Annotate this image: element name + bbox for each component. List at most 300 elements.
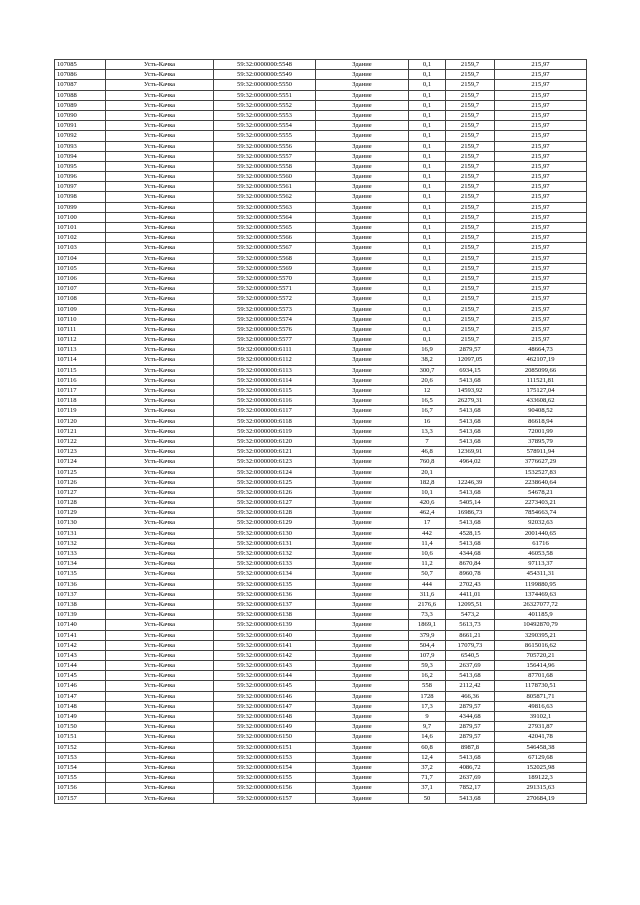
value-cell: 215,97 [495,70,587,80]
locality-cell: Усть-Качка [106,314,214,324]
value-cell: 72001,99 [495,426,587,436]
area-cell: 0,1 [409,314,446,324]
object-type-cell: Здание [316,406,409,416]
area-cell: 0,1 [409,182,446,192]
row-number-cell: 107147 [55,691,106,701]
cadastral-number-cell: 59:32:0000000:6121 [214,447,316,457]
locality-cell: Усть-Качка [106,457,214,467]
cadastral-number-cell: 59:32:0000000:6150 [214,732,316,742]
value-cell: 215,97 [495,182,587,192]
value-cell: 189122,3 [495,773,587,783]
locality-cell: Усть-Качка [106,324,214,334]
row-number-cell: 107137 [55,589,106,599]
row-number-cell: 107116 [55,375,106,385]
value-cell: 215,97 [495,131,587,141]
locality-cell: Усть-Качка [106,549,214,559]
table-row [55,243,587,253]
area-cell: 462,4 [409,508,446,518]
value-cell: 3776627,29 [495,457,587,467]
locality-cell: Усть-Качка [106,416,214,426]
area-cell: 0,1 [409,304,446,314]
table-row [55,335,587,345]
price-cell: 2879,57 [446,732,495,742]
value-cell: 111521,81 [495,375,587,385]
row-number-cell: 107109 [55,304,106,314]
object-type-cell: Здание [316,518,409,528]
value-cell: 2085099,66 [495,365,587,375]
price-cell: 2159,7 [446,212,495,222]
value-cell: 215,97 [495,172,587,182]
price-cell: 2159,7 [446,161,495,171]
object-type-cell: Здание [316,701,409,711]
table-row [55,182,587,192]
price-cell: 6934,15 [446,365,495,375]
area-cell: 1728 [409,691,446,701]
price-cell: 2159,7 [446,273,495,283]
locality-cell: Усть-Качка [106,569,214,579]
price-cell: 4964,02 [446,457,495,467]
value-cell: 2273403,21 [495,498,587,508]
price-cell: 4528,15 [446,528,495,538]
price-cell: 7852,17 [446,783,495,793]
value-cell: 805871,71 [495,691,587,701]
locality-cell: Усть-Качка [106,212,214,222]
area-cell: 50 [409,793,446,803]
table-row [55,610,587,620]
object-type-cell: Здание [316,732,409,742]
area-cell: 11,4 [409,538,446,548]
object-type-cell: Здание [316,233,409,243]
object-type-cell: Здание [316,681,409,691]
row-number-cell: 107090 [55,110,106,120]
value-cell: 215,97 [495,151,587,161]
row-number-cell: 107098 [55,192,106,202]
value-cell: 215,97 [495,212,587,222]
cadastral-number-cell: 59:32:0000000:5560 [214,172,316,182]
object-type-cell: Здание [316,324,409,334]
cadastral-number-cell: 59:32:0000000:6146 [214,691,316,701]
price-cell: 2159,7 [446,80,495,90]
value-cell: 215,97 [495,100,587,110]
row-number-cell: 107102 [55,233,106,243]
area-cell: 182,8 [409,477,446,487]
cadastral-number-cell: 59:32:0000000:6153 [214,752,316,762]
value-cell: 433608,62 [495,396,587,406]
locality-cell: Усть-Качка [106,253,214,263]
locality-cell: Усть-Качка [106,304,214,314]
object-type-cell: Здание [316,304,409,314]
table-row [55,447,587,457]
value-cell: 215,97 [495,90,587,100]
locality-cell: Усть-Качка [106,396,214,406]
table-row [55,793,587,803]
cadastral-number-cell: 59:32:0000000:6139 [214,620,316,630]
area-cell: 311,6 [409,589,446,599]
area-cell: 12 [409,386,446,396]
row-number-cell: 107127 [55,487,106,497]
cadastral-number-cell: 59:32:0000000:6126 [214,487,316,497]
price-cell: 2159,7 [446,304,495,314]
locality-cell: Усть-Качка [106,436,214,446]
row-number-cell: 107151 [55,732,106,742]
object-type-cell: Здание [316,80,409,90]
row-number-cell: 107111 [55,324,106,334]
locality-cell: Усть-Качка [106,783,214,793]
cadastral-number-cell: 59:32:0000000:6135 [214,579,316,589]
price-cell: 6540,5 [446,650,495,660]
locality-cell: Усть-Качка [106,691,214,701]
price-cell: 5413,68 [446,406,495,416]
locality-cell: Усть-Качка [106,141,214,151]
row-number-cell: 107112 [55,335,106,345]
area-cell: 13,3 [409,426,446,436]
locality-cell: Усть-Качка [106,579,214,589]
price-cell: 17079,73 [446,640,495,650]
cadastral-number-cell: 59:32:0000000:6133 [214,559,316,569]
locality-cell: Усть-Качка [106,559,214,569]
table-row [55,375,587,385]
cadastral-number-cell: 59:32:0000000:6118 [214,416,316,426]
price-cell: 5413,68 [446,793,495,803]
area-cell: 379,9 [409,630,446,640]
locality-cell: Усть-Качка [106,161,214,171]
cadastral-number-cell: 59:32:0000000:5554 [214,121,316,131]
cadastral-number-cell: 59:32:0000000:6154 [214,762,316,772]
area-cell: 0,1 [409,90,446,100]
price-cell: 2159,7 [446,202,495,212]
value-cell: 215,97 [495,294,587,304]
cadastral-number-cell: 59:32:0000000:5576 [214,324,316,334]
cadastral-number-cell: 59:32:0000000:6140 [214,630,316,640]
locality-cell: Усть-Качка [106,467,214,477]
area-cell: 0,1 [409,161,446,171]
area-cell: 760,8 [409,457,446,467]
cadastral-number-cell: 59:32:0000000:6157 [214,793,316,803]
price-cell: 2879,57 [446,701,495,711]
table-row [55,508,587,518]
object-type-cell: Здание [316,661,409,671]
value-cell: 46053,58 [495,549,587,559]
row-number-cell: 107097 [55,182,106,192]
locality-cell: Усть-Качка [106,182,214,192]
cadastral-number-cell: 59:32:0000000:6131 [214,538,316,548]
price-cell: 8960,78 [446,569,495,579]
value-cell: 291315,63 [495,783,587,793]
row-number-cell: 107126 [55,477,106,487]
row-number-cell: 107099 [55,202,106,212]
object-type-cell: Здание [316,161,409,171]
area-cell: 17,3 [409,701,446,711]
price-cell: 4344,68 [446,549,495,559]
locality-cell: Усть-Качка [106,722,214,732]
table-row [55,263,587,273]
row-number-cell: 107145 [55,671,106,681]
object-type-cell: Здание [316,436,409,446]
area-cell: 0,1 [409,100,446,110]
area-cell: 46,8 [409,447,446,457]
price-cell: 2112,42 [446,681,495,691]
locality-cell: Усть-Качка [106,172,214,182]
area-cell: 71,7 [409,773,446,783]
price-cell: 2159,7 [446,223,495,233]
table-row [55,762,587,772]
value-cell: 215,97 [495,223,587,233]
table-row [55,518,587,528]
locality-cell: Усть-Качка [106,386,214,396]
area-cell: 0,1 [409,253,446,263]
object-type-cell: Здание [316,263,409,273]
cadastral-number-cell: 59:32:0000000:6129 [214,518,316,528]
locality-cell: Усть-Качка [106,100,214,110]
table-row [55,487,587,497]
table-row [55,650,587,660]
cadastral-number-cell: 59:32:0000000:6114 [214,375,316,385]
cadastral-number-cell: 59:32:0000000:5558 [214,161,316,171]
value-cell: 1178730,51 [495,681,587,691]
area-cell: 0,1 [409,233,446,243]
price-cell: 4411,01 [446,589,495,599]
row-number-cell: 107153 [55,752,106,762]
area-cell: 0,1 [409,192,446,202]
value-cell: 215,97 [495,314,587,324]
area-cell: 558 [409,681,446,691]
object-type-cell: Здание [316,345,409,355]
price-cell: 12095,51 [446,599,495,609]
area-cell: 0,1 [409,172,446,182]
object-type-cell: Здание [316,589,409,599]
price-cell: 8670,84 [446,559,495,569]
price-cell: 5413,68 [446,671,495,681]
area-cell: 12,4 [409,752,446,762]
locality-cell: Усть-Качка [106,732,214,742]
row-number-cell: 107123 [55,447,106,457]
object-type-cell: Здание [316,671,409,681]
table-row [55,110,587,120]
object-type-cell: Здание [316,110,409,120]
locality-cell: Усть-Качка [106,762,214,772]
object-type-cell: Здание [316,90,409,100]
price-cell: 12097,05 [446,355,495,365]
cadastral-number-cell: 59:32:0000000:5563 [214,202,316,212]
locality-cell: Усть-Качка [106,121,214,131]
table-row [55,661,587,671]
table-row [55,406,587,416]
value-cell: 42041,78 [495,732,587,742]
object-type-cell: Здание [316,192,409,202]
row-number-cell: 107100 [55,212,106,222]
area-cell: 16 [409,416,446,426]
table-row [55,436,587,446]
cadastral-number-cell: 59:32:0000000:5553 [214,110,316,120]
row-number-cell: 107133 [55,549,106,559]
table-row [55,640,587,650]
area-cell: 38,2 [409,355,446,365]
price-cell: 5413,68 [446,538,495,548]
value-cell: 215,97 [495,233,587,243]
table-row [55,273,587,283]
object-type-cell: Здание [316,355,409,365]
object-type-cell: Здание [316,538,409,548]
cadastral-number-cell: 59:32:0000000:6127 [214,498,316,508]
object-type-cell: Здание [316,467,409,477]
value-cell: 90408,52 [495,406,587,416]
locality-cell: Усть-Качка [106,528,214,538]
object-type-cell: Здание [316,599,409,609]
area-cell: 300,7 [409,365,446,375]
table-row [55,681,587,691]
locality-cell: Усть-Качка [106,406,214,416]
table-row [55,732,587,742]
table-row [55,161,587,171]
value-cell: 54678,21 [495,487,587,497]
price-cell: 5413,68 [446,487,495,497]
locality-cell: Усть-Качка [106,294,214,304]
row-number-cell: 107103 [55,243,106,253]
table-row [55,416,587,426]
row-number-cell: 107128 [55,498,106,508]
value-cell: 37895,79 [495,436,587,446]
table-row [55,304,587,314]
area-cell: 442 [409,528,446,538]
row-number-cell: 107157 [55,793,106,803]
value-cell: 705720,21 [495,650,587,660]
row-number-cell: 107154 [55,762,106,772]
cadastral-number-cell: 59:32:0000000:5552 [214,100,316,110]
value-cell: 39102,1 [495,712,587,722]
locality-cell: Усть-Качка [106,599,214,609]
table-row [55,620,587,630]
price-cell: 2159,7 [446,121,495,131]
area-cell: 0,1 [409,60,446,70]
object-type-cell: Здание [316,549,409,559]
table-body [55,60,587,804]
table-row [55,742,587,752]
cadastral-number-cell: 59:32:0000000:5573 [214,304,316,314]
area-cell: 16,2 [409,671,446,681]
locality-cell: Усть-Качка [106,447,214,457]
row-number-cell: 107149 [55,712,106,722]
value-cell: 215,97 [495,263,587,273]
area-cell: 0,1 [409,335,446,345]
object-type-cell: Здание [316,396,409,406]
value-cell: 7854663,74 [495,508,587,518]
locality-cell: Усть-Качка [106,477,214,487]
area-cell: 504,4 [409,640,446,650]
row-number-cell: 107088 [55,90,106,100]
cadastral-number-cell: 59:32:0000000:5570 [214,273,316,283]
locality-cell: Усть-Качка [106,498,214,508]
object-type-cell: Здание [316,762,409,772]
locality-cell: Усть-Качка [106,365,214,375]
row-number-cell: 107095 [55,161,106,171]
object-type-cell: Здание [316,273,409,283]
table-row [55,630,587,640]
value-cell: 215,97 [495,304,587,314]
area-cell: 1869,1 [409,620,446,630]
price-cell: 2159,7 [446,60,495,70]
area-cell: 444 [409,579,446,589]
object-type-cell: Здание [316,722,409,732]
locality-cell: Усть-Качка [106,233,214,243]
locality-cell: Усть-Качка [106,110,214,120]
price-cell: 4086,72 [446,762,495,772]
row-number-cell: 107094 [55,151,106,161]
row-number-cell: 107117 [55,386,106,396]
price-cell: 2879,57 [446,345,495,355]
row-number-cell: 107141 [55,630,106,640]
price-cell: 2159,7 [446,335,495,345]
row-number-cell: 107092 [55,131,106,141]
locality-cell: Усть-Качка [106,335,214,345]
locality-cell: Усть-Качка [106,151,214,161]
area-cell: 14,6 [409,732,446,742]
price-cell: 2159,7 [446,192,495,202]
cadastral-number-cell: 59:32:0000000:6148 [214,712,316,722]
row-number-cell: 107125 [55,467,106,477]
object-type-cell: Здание [316,630,409,640]
table-row [55,314,587,324]
area-cell: 37,2 [409,762,446,772]
price-cell: 2159,7 [446,243,495,253]
value-cell: 454311,31 [495,569,587,579]
area-cell: 73,3 [409,610,446,620]
price-cell: 2159,7 [446,110,495,120]
table-row [55,212,587,222]
value-cell: 215,97 [495,253,587,263]
object-type-cell: Здание [316,477,409,487]
locality-cell: Усть-Качка [106,426,214,436]
area-cell: 0,1 [409,110,446,120]
area-cell: 0,1 [409,70,446,80]
row-number-cell: 107119 [55,406,106,416]
cadastral-number-cell: 59:32:0000000:5555 [214,131,316,141]
cadastral-number-cell: 59:32:0000000:6142 [214,650,316,660]
row-number-cell: 107155 [55,773,106,783]
area-cell: 107,9 [409,650,446,660]
table-row [55,121,587,131]
price-cell: 2159,7 [446,253,495,263]
value-cell: 546458,38 [495,742,587,752]
locality-cell: Усть-Качка [106,70,214,80]
table-row [55,538,587,548]
price-cell: 2159,7 [446,294,495,304]
cadastral-number-cell: 59:32:0000000:6125 [214,477,316,487]
object-type-cell: Здание [316,773,409,783]
price-cell: 2637,69 [446,773,495,783]
cadastral-number-cell: 59:32:0000000:6124 [214,467,316,477]
table-row [55,233,587,243]
locality-cell: Усть-Качка [106,487,214,497]
value-cell: 1374469,63 [495,589,587,599]
row-number-cell: 107131 [55,528,106,538]
price-cell: 2159,7 [446,100,495,110]
area-cell: 9 [409,712,446,722]
row-number-cell: 107140 [55,620,106,630]
table-row [55,467,587,477]
cadastral-number-cell: 59:32:0000000:5549 [214,70,316,80]
area-cell: 0,1 [409,80,446,90]
table-row [55,396,587,406]
object-type-cell: Здание [316,151,409,161]
area-cell: 20,6 [409,375,446,385]
table-row [55,549,587,559]
price-cell: 2702,43 [446,579,495,589]
area-cell: 0,1 [409,131,446,141]
table-row [55,752,587,762]
locality-cell: Усть-Качка [106,773,214,783]
table-row [55,457,587,467]
object-type-cell: Здание [316,386,409,396]
